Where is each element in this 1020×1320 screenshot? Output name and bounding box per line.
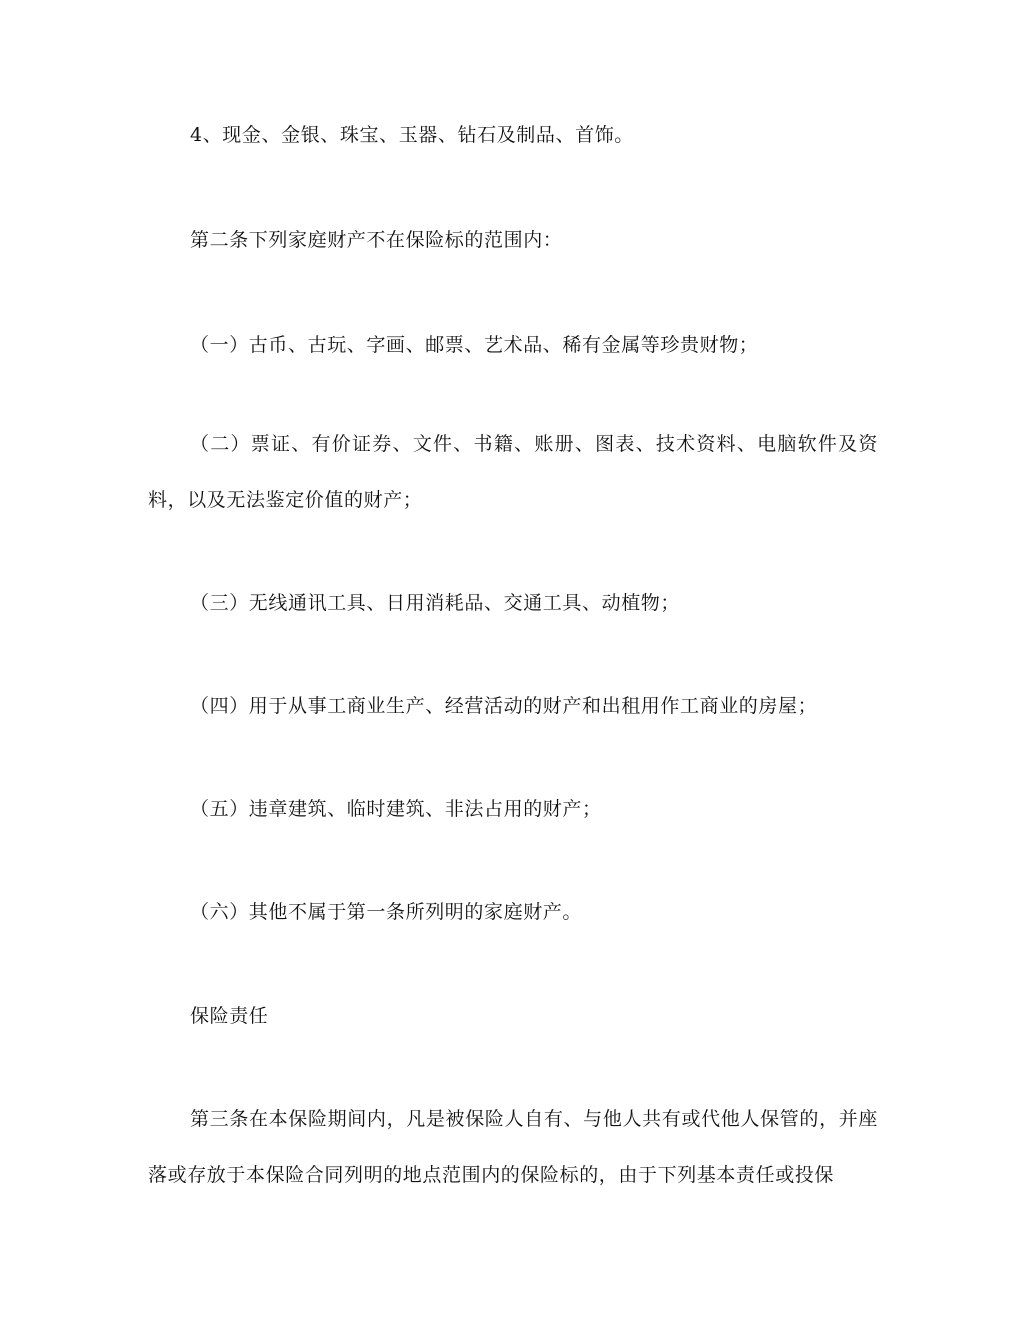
paragraph-clause-4: （四）用于从事工商业生产、经营活动的财产和出租用作工商业的房屋；: [190, 695, 818, 717]
paragraph-article-3: 第三条在本保险期间内，凡是被保险人自有、与他人共有或代他人保管的，并座落或存放于本保险合同列明的地点范围内的保险标的，由于下列基本责任或投保: [148, 1108, 878, 1186]
section-heading-insurance-liability: 保险责任: [190, 1005, 269, 1027]
paragraph-clause-1: （一）古币、古玩、字画、邮票、艺术品、稀有金属等珍贵财物；: [190, 334, 759, 356]
paragraph-clause-3: （三）无线通讯工具、日用消耗品、交通工具、动植物；: [190, 592, 681, 614]
paragraph-clause-6: （六）其他不属于第一条所列明的家庭财产。: [190, 901, 583, 923]
paragraph-clause-2: （二）票证、有价证券、文件、书籍、账册、图表、技术资料、电脑软件及资料，以及无法鉴定价值的财产；: [148, 433, 878, 511]
paragraph-article-2-heading: 第二条下列家庭财产不在保险标的范围内：: [190, 229, 563, 251]
paragraph-clause-5: （五）违章建筑、临时建筑、非法占用的财产；: [190, 798, 602, 820]
paragraph-item-4-cash-jewelry: 4、现金、金银、珠宝、玉器、钻石及制品、首饰。: [190, 124, 634, 146]
